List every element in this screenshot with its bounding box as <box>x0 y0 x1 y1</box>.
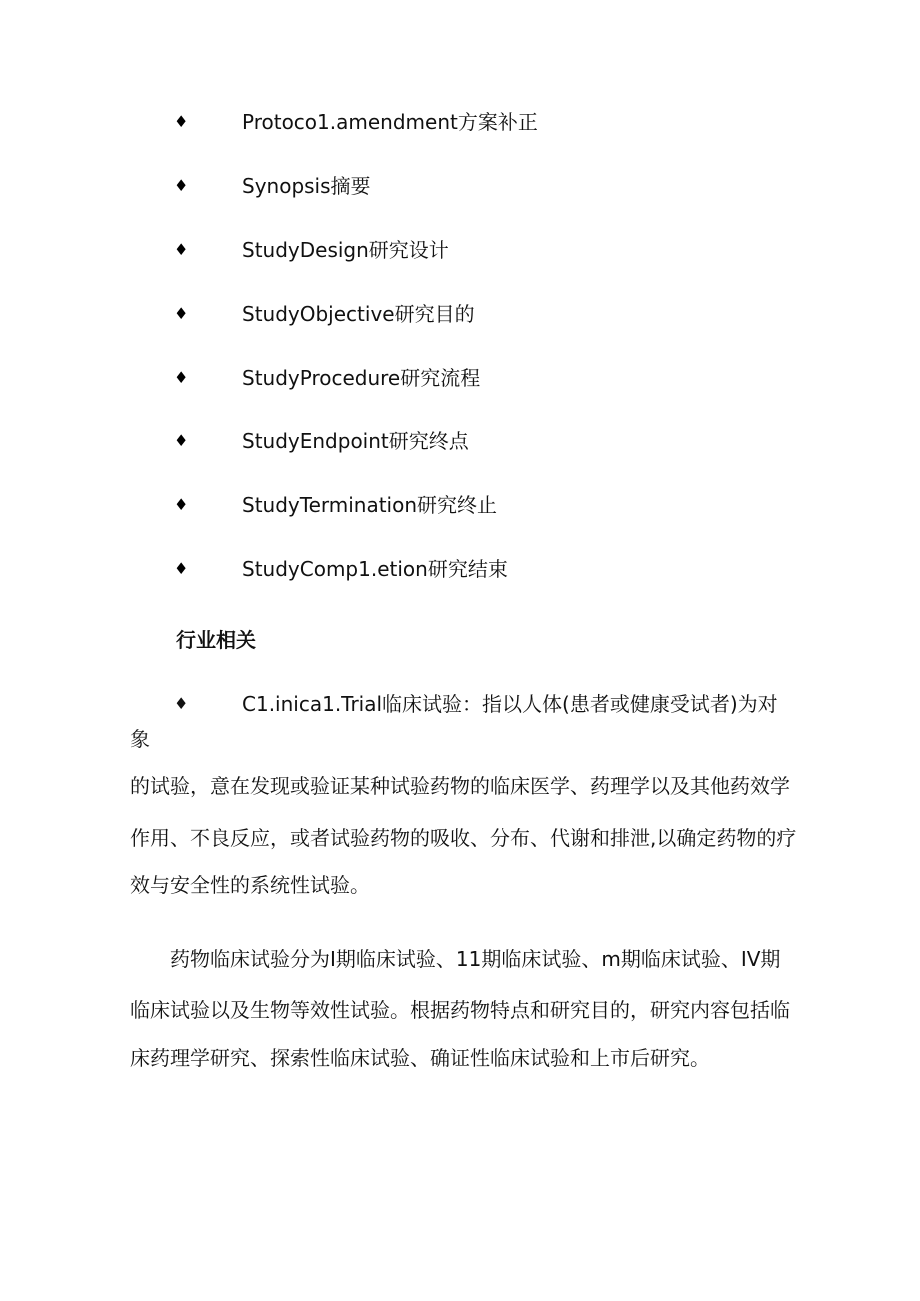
term-item <box>0 553 920 585</box>
diamond-bullet-icon: ♦ <box>174 694 189 713</box>
diamond-bullet-icon: ♦ <box>174 559 189 578</box>
term-item <box>0 362 920 394</box>
diamond-bullet-icon: ♦ <box>174 431 189 450</box>
term-text: StudyProcedure研究流程 <box>242 366 481 390</box>
diamond-bullet-icon: ♦ <box>174 112 189 131</box>
term-text: StudyObjective研究目的 <box>242 302 475 326</box>
diamond-bullet-icon: ♦ <box>174 495 189 514</box>
term-item <box>0 298 920 330</box>
term-text: StudyEndpoint研究终点 <box>242 429 469 453</box>
term-item <box>0 489 920 521</box>
term-item <box>0 106 920 138</box>
term-text: StudyTermination研究终止 <box>242 493 498 517</box>
diamond-bullet-icon: ♦ <box>174 176 189 195</box>
definition-line: 效与安全性的系统性试验。 <box>130 873 370 897</box>
term-text: Synopsis摘要 <box>242 174 371 198</box>
diamond-bullet-icon: ♦ <box>174 368 189 387</box>
term-item <box>0 234 920 266</box>
paragraph-line: 临床试验以及生物等效性试验。根据药物特点和研究目的，研究内容包括临 <box>130 998 790 1022</box>
definition-line: 作用、不良反应，或者试验药物的吸收、分布、代谢和排泄,以确定药物的疗 <box>130 826 797 850</box>
section-heading: 行业相关 <box>176 628 256 652</box>
definition-line: 的试验，意在发现或验证某种试验药物的临床医学、药理学以及其他药效学 <box>130 774 790 798</box>
term-item <box>0 170 920 202</box>
definition-item <box>0 688 920 720</box>
diamond-bullet-icon: ♦ <box>174 304 189 323</box>
term-text: Protoco1.amendment方案补正 <box>242 110 538 134</box>
paragraph-line: 药物临床试验分为I期临床试验、11期临床试验、m期临床试验、IV期 <box>130 947 781 971</box>
term-text: StudyDesign研究设计 <box>242 238 449 262</box>
definition-line: 象 <box>130 727 150 751</box>
definition-first-line: C1.inica1.Trial临床试验：指以人体(患者或健康受试者)为对 <box>242 692 778 716</box>
diamond-bullet-icon: ♦ <box>174 240 189 259</box>
term-text: StudyComp1.etion研究结束 <box>242 557 508 581</box>
paragraph-line: 床药理学研究、探索性临床试验、确证性临床试验和上市后研究。 <box>130 1046 710 1070</box>
term-item <box>0 425 920 457</box>
